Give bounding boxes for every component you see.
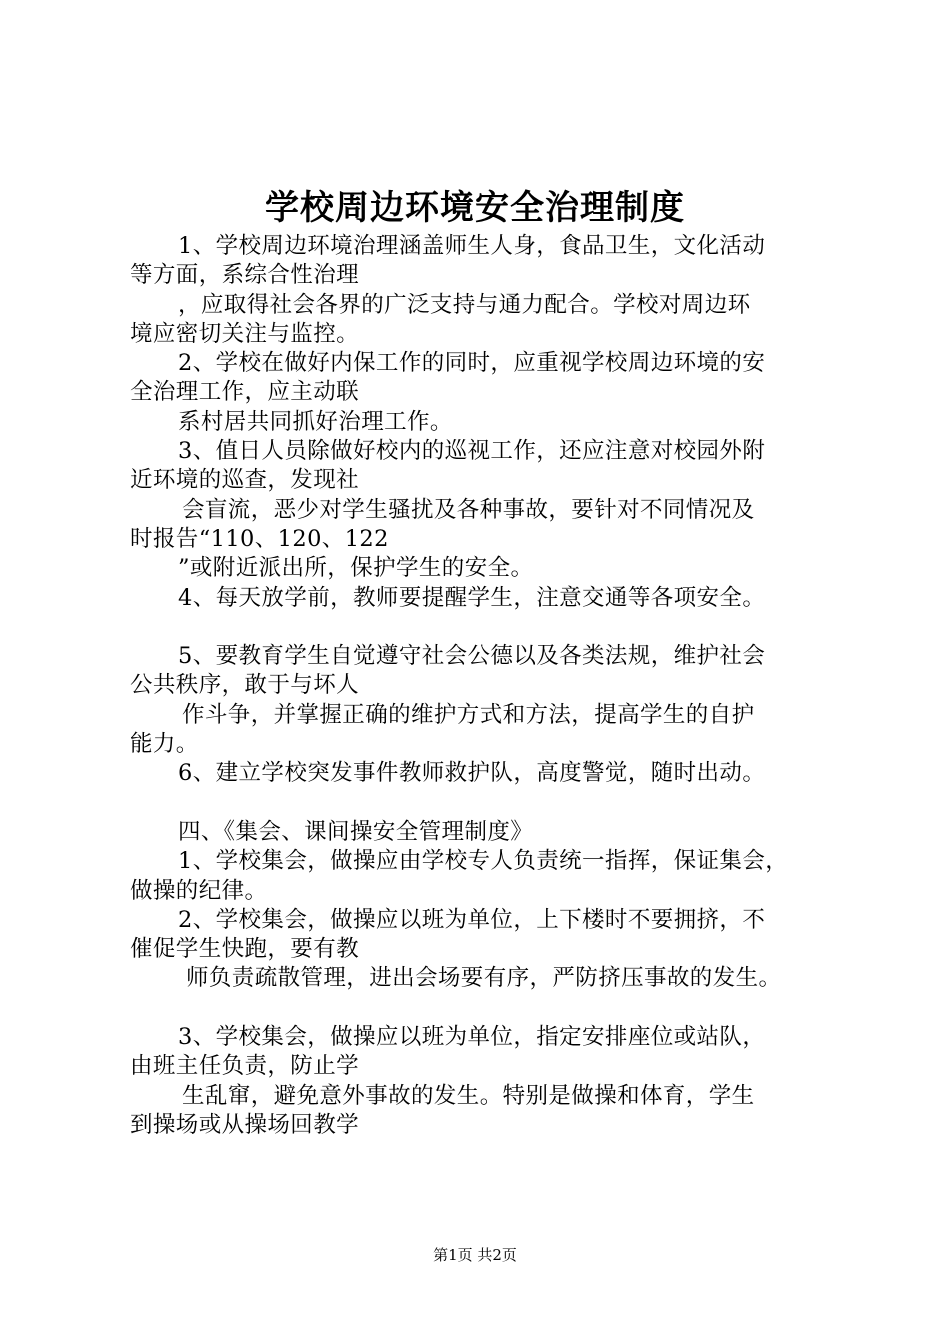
body-line: 3、学校集会，做操应以班为单位，指定安排座位或站队， — [178, 1024, 766, 1051]
body-line: 2、学校集会，做操应以班为单位，上下楼时不要拥挤，不 — [178, 906, 766, 933]
body-line: 生乱窜，避免意外事故的发生。特别是做操和体育，学生 — [182, 1082, 755, 1109]
blank-line — [130, 613, 850, 642]
body-line: ”或附近派出所，保护学生的安全。 — [178, 555, 534, 582]
body-line: 5、要教育学生自觉遵守社会公德以及各类法规，维护社会 — [178, 643, 766, 670]
body-line: 做操的纪律。 — [130, 877, 268, 904]
body-line: 近环境的巡查，发现社 — [130, 467, 360, 494]
body-line: 3、值日人员除做好校内的巡视工作，还应注意对校园外附 — [178, 438, 766, 465]
document-body — [130, 232, 850, 1140]
section-heading: 四、《集会、课间操安全管理制度》 — [178, 818, 534, 845]
body-line: 作斗争，并掌握正确的维护方式和方法，提高学生的自护 — [182, 701, 755, 728]
body-line: 6、建立学校突发事件教师救护队，高度警觉，随时出动。 — [178, 760, 766, 787]
body-line: 催促学生快跑，要有教 — [130, 936, 360, 963]
document-title: 学校周边环境安全治理制度 — [265, 188, 685, 228]
page-number-footer: 第1页 共2页 — [433, 1246, 517, 1264]
body-line: 会盲流，恶少对学生骚扰及各种事故，要针对不同情况及 — [182, 496, 755, 523]
blank-line — [130, 789, 850, 818]
body-line: 由班主任负责，防止学 — [130, 1053, 360, 1080]
body-line: 公共秩序，敢于与坏人 — [130, 672, 360, 699]
body-line: 1、学校周边环境治理涵盖师生人身，食品卫生，文化活动 — [178, 233, 766, 259]
body-line: ，应取得社会各界的广泛支持与通力配合。学校对周边环 — [178, 291, 751, 318]
body-line: 境应密切关注与监控。 — [130, 320, 360, 347]
body-line: 系村居共同抓好治理工作。 — [178, 408, 453, 435]
body-line: 师负责疏散管理，进出会场要有序，严防挤压事故的发生。 — [186, 965, 782, 992]
body-line: 到操场或从操场回教学 — [130, 1111, 360, 1138]
body-line: 2、学校在做好内保工作的同时，应重视学校周边环境的安 — [178, 350, 766, 377]
blank-line — [130, 994, 850, 1023]
body-line: 能力。 — [130, 731, 199, 758]
body-line: 时报告“110、120、122 — [130, 525, 389, 552]
body-line: 等方面，系综合性治理 — [130, 262, 360, 289]
body-line: 全治理工作，应主动联 — [130, 379, 360, 406]
body-line: 1、学校集会，做操应由学校专人负责统一指挥，保证集会， — [178, 848, 789, 875]
body-line: 4、每天放学前，教师要提醒学生，注意交通等各项安全。 — [178, 584, 766, 611]
